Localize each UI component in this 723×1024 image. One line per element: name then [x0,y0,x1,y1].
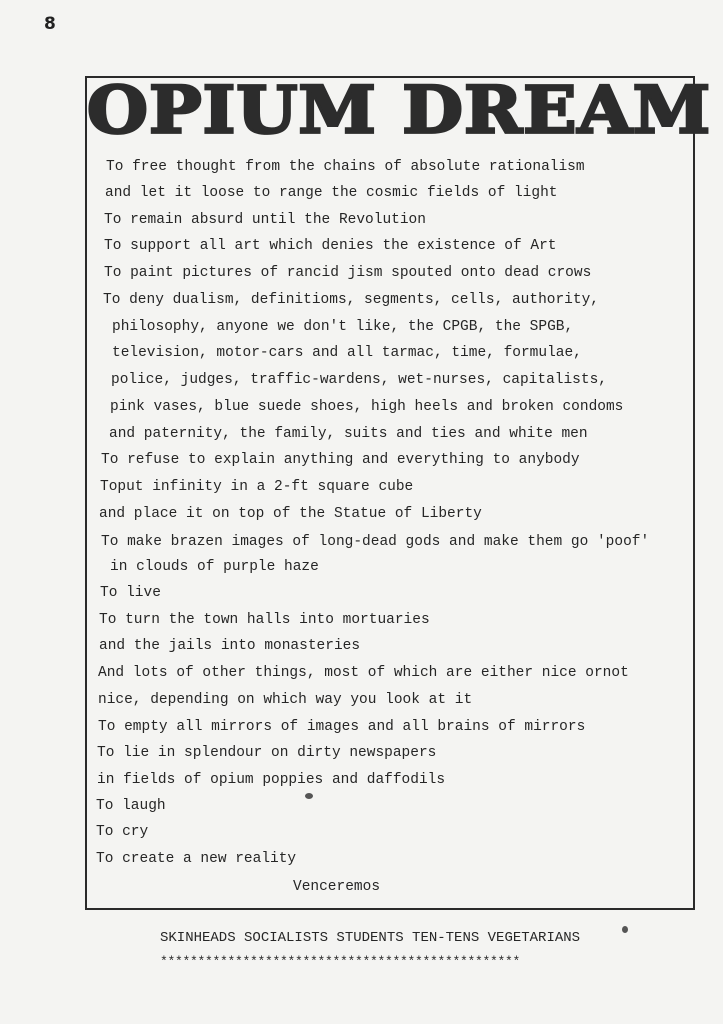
poem-line: nice, depending on which way you look at it [98,692,473,708]
poem-line: To live [100,585,161,601]
poem-line: and place it on top of the Statue of Liberty [99,506,482,522]
poem-line: To support all art which denies the existence of Art [104,238,557,254]
poem-line: To turn the town halls into mortuaries [99,612,430,628]
poem-line: and let it loose to range the cosmic fields of light [105,185,558,201]
poem-line: And lots of other things, most of which are either nice ornot [98,665,629,681]
poem-line: and paternity, the family, suits and ties and white men [109,426,588,442]
poem-line: To refuse to explain anything and everything to anybody [101,452,580,468]
poem-line: To remain absurd until the Revolution [104,212,426,228]
poem-line: in fields of opium poppies and daffodils [97,772,446,788]
poem-line: To empty all mirrors of images and all brains of mirrors [98,719,586,735]
poem-line: Toput infinity in a 2-ft square cube [100,479,414,495]
page-number: 8 [44,14,56,34]
poem-line: To paint pictures of rancid jism spouted onto dead crows [104,265,592,281]
poem-line: To free thought from the chains of absolute rationalism [106,159,585,175]
poem-line: To laugh [96,798,166,814]
poem-line: in clouds of purple haze [110,559,319,575]
footer-slogan: SKINHEADS SOCIALISTS STUDENTS TEN-TENS VEGETARIANS [160,930,581,946]
ink-speck [622,926,628,933]
ink-speck [305,793,313,799]
poem-line: To create a new reality [96,851,297,867]
poem-line: To cry [96,824,149,840]
poem-line: and the jails into monasteries [99,638,361,654]
poem-line: police, judges, traffic-wardens, wet-nurses, capitalists, [111,372,607,388]
poem-line: philosophy, anyone we don't like, the CPGB, the SPGB, [112,319,574,335]
poem-line: To lie in splendour on dirty newspapers [97,745,437,761]
signature: Venceremos [293,879,381,895]
poem-line: To make brazen images of long-dead gods and make them go 'poof' [101,534,650,550]
asterisk-divider: ************************************************ [160,954,521,969]
poem-line: television, motor-cars and all tarmac, time, formulae, [112,345,582,361]
poem-line: To deny dualism, definitioms, segments, cells, authority, [103,292,599,308]
poem-line: pink vases, blue suede shoes, high heels and broken condoms [110,399,624,415]
page-title: OPIUM DREAM [87,71,712,148]
